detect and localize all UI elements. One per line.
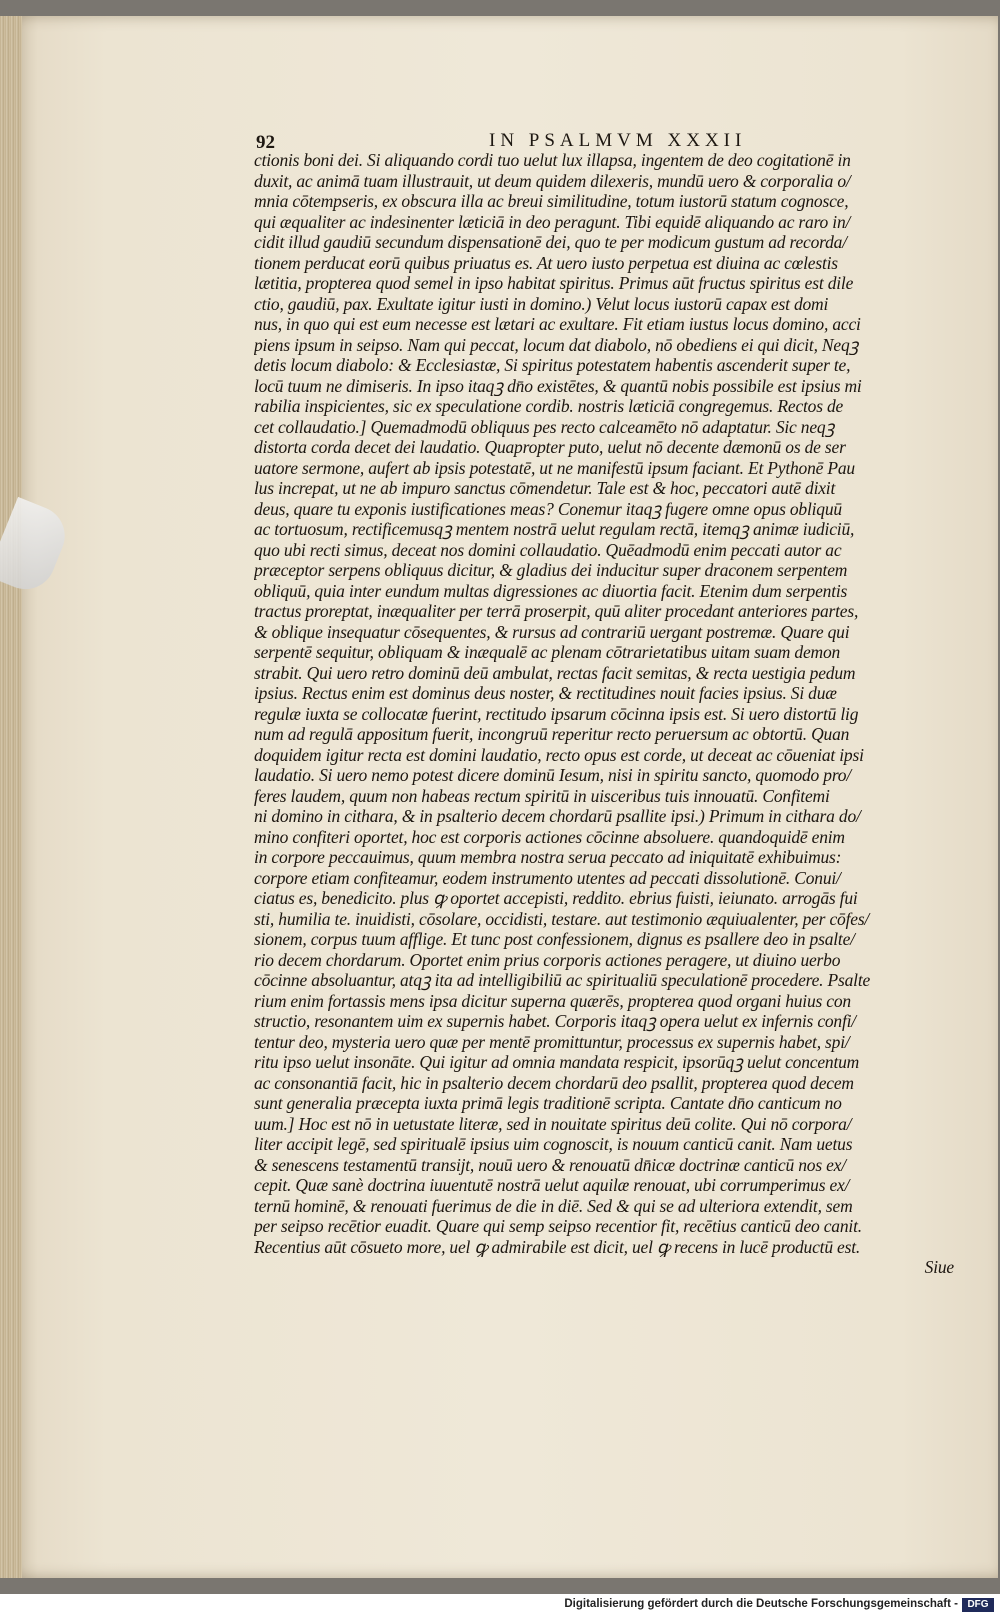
text-line: in corpore peccauimus, quum membra nostra serua peccato ad iniquitatē exhibuimus: (254, 847, 842, 867)
text-line: ac consonantiā facit, hic in psalterio decem chordarū deo psallit, propterea quod decem (254, 1072, 854, 1093)
text-line: locū tuum ne dimiseris. In ipso itaqꝫ dn̄o existētes, & quantū nobis possibile est ipsius mi (254, 375, 862, 396)
text-line: ctionis boni dei. Si aliquando cordi tuo uelut lux illapsa, ingentem de deo cogitationē in (254, 150, 851, 170)
text-line: ctio, gaudiū, pax. Exultate igitur iusti in domino.) Velut locus iustorū capax est domi (254, 293, 829, 314)
text-line: num ad regulā appositum fuerit, incongruū reperitur recto peruersum ac obtortū. Quan (254, 724, 850, 744)
running-title: IN PSALMVM XXXII (489, 130, 747, 151)
text-line: detis locum diabolo: & Ecclesiastæ, Si spiritus potestatem habentis ascenderit super te, (254, 355, 851, 375)
text-line: uatore sermone, aufert ab ipsis potestatē, ut ne manifestū ipsum faciant. Et Pythonē Pau (254, 457, 855, 478)
text-line: & senescens testamentū transijt, nouū uero & renouatū dn̄icæ doctrinæ canticū nos ex/ (254, 1154, 846, 1175)
text-line: ac tortuosum, rectificemusqꝫ mentem nostrā uelut regulam rectā, itemqꝫ animæ iudiciū, (254, 519, 855, 539)
text-line: cōcinne absoluantur, atqꝫ ita ad intelligibiliū ac spiritualiū speculationē procedere. Psalte (254, 970, 871, 990)
dfg-logo: DFG (962, 1598, 994, 1612)
text-line: ciatus es, benedicito. plus ꝙ oportet accepisti, reddito. ebrius fuisti, ieiunato. arrogās fui (254, 888, 858, 908)
text-line: laudatio. Si uero nemo potest dicere dominū Iesum, nisi in spiritu sancto, quomodo pro/ (254, 765, 852, 785)
text-line: deus, quare tu exponis iustificationes meas? Conemur itaqꝫ fugere omne opus obliquū (254, 498, 842, 519)
text-line: ritu ipso uelut insonāte. Qui igitur ad omnia mandata respicit, ipsorūqꝫ uelut concentum (254, 1052, 860, 1072)
text-line: ipsius. Rectus enim est dominus deus noster, & rectitudines nouit facies ipsius. Si duæ (254, 683, 837, 703)
text-line: regulæ iuxta se collocatæ fuerint, rectitudo ipsarum cōcinna ipsis est. Si uero distortū lig (254, 703, 859, 724)
text-line: liter accipit legē, sed spiritualē ipsius uim cognoscit, is nouum canticū canit. Nam uetus (254, 1134, 853, 1154)
text-line: sti, humilia te. inuidisti, cōsolare, occidisti, testare. aut testimonio æquiualenter, per cōfes/ (254, 908, 870, 929)
text-line: doquidem igitur recta est domini laudatio, recto opus est corde, ut deceat ac cōueniat ipsi (254, 744, 864, 765)
text-line: quo ubi recti simus, deceat nos domini collaudatio. Quēadmodū enim peccati autor ac (254, 539, 842, 560)
text-line: per seipso recētior euadit. Quare qui semp seipso recentior fit, recētius canticū deo canit. (254, 1216, 862, 1236)
text-line: structio, resonantem uim ex supernis habet. Corporis itaqꝫ opera uelut ex infernis confi/ (254, 1011, 856, 1031)
text-line: cet collaudatio.] Quemadmodū obliquus pes recto calceamēto nō adaptatur. Sic neqꝫ (254, 416, 835, 437)
text-line: rio decem chordarum. Oportet enim prius corporis actiones peragere, ut diuino uerbo (254, 949, 841, 970)
footer-credit: Digitalisierung gefördert durch die Deutsche Forschungsgemeinschaft - (564, 1598, 958, 1610)
text-line: sionem, corpus tuum afflige. Et tunc post confessionem, dignus es psallere deo in psalte/ (254, 929, 855, 949)
text-line: præceptor serpens obliquus dicitur, & gladius dei inducitur super draconem serpentem (254, 560, 848, 580)
text-line: tionem perducat eorū quibus priuatus es. At uero iusto perpetua est diuina ac cœlestis (254, 252, 838, 273)
text-line: lus increpat, ut ne ab impuro sanctus cōmendetur. Tale est & hoc, peccatori autē dixit (254, 478, 836, 498)
text-line: rium enim fortassis mens ipsa dicitur superna quærēs, propterea quod organi huius con (254, 990, 851, 1011)
text-line: tentur deo, mysteria uero quæ per mentē promittuntur, processus ex supernis habet, spi/ (254, 1031, 850, 1052)
text-line: feres laudem, quum non habeas rectum spiritū in uisceribus tuis innouatū. Confitemi (254, 785, 830, 806)
text-line: duxit, ac animā tuam illustrauit, ut deum quidem dilexeris, mundū uero & corporalia o/ (254, 170, 851, 191)
text-line: sunt generalia præcepta iuxta primā legis traditionē scripta. Cantate dn̄o canticum no (254, 1093, 842, 1113)
page-number: 92 (256, 132, 275, 153)
text-line: mnia cōtempseris, ex obscura illa ac breui similitudine, totum iustorū statum cognosce, (254, 191, 849, 211)
text-line: lætitia, propterea quod semel in ipso habitat spiritus. Primus aūt fructus spiritus est dile (254, 273, 854, 293)
text-line: corpore etiam confiteamur, eodem instrumento utentes ad peccati dissolutionē. Conui/ (254, 867, 841, 888)
text-line: nus, in quo qui est eum necesse est lætari ac exultare. Fit etiam iustus locus domino, acci (254, 314, 861, 334)
text-line: cidit illud gaudiū secundum dispensationē dei, quo te per modicum gustum ad recorda/ (254, 232, 847, 252)
book-page (8, 16, 998, 1578)
text-line: qui æqualiter ac indesinenter læticiā in deo peragunt. Tibi equidē aliquando ac raro in/ (254, 211, 851, 232)
text-block (254, 150, 954, 1278)
text-line: ternū hominē, & renouati fuerimus de die in diē. Sed & qui se ad ulteriora extendit, sem (254, 1195, 853, 1216)
text-line: mino confiteri oportet, hoc est corporis actiones cōcinne absoluere. quandoquidē enim (254, 826, 845, 847)
text-line: & oblique insequatur cōsequentes, & rursus ad contrariū uergant postremæ. Quare qui (254, 621, 850, 642)
text-line: piens ipsum in seipso. Nam qui peccat, locum dat diabolo, nō obediens ei qui dicit, Neqꝫ (254, 334, 859, 355)
text-line: Recentius aūt cōsueto more, uel ꝙ admirabile est dicit, uel ꝙ recens in lucē productū est. (254, 1236, 861, 1257)
text-line: uum.] Hoc est nō in uetustate literæ, sed in nouitate spiritus deū colite. Qui nō corpora/ (254, 1113, 852, 1134)
text-line: cepit. Quæ sanè doctrina iuuentutē nostrā uelut aquilæ renouat, ubi corrumperimus ex/ (254, 1175, 850, 1195)
text-line: obliquū, quia inter eundum multas digressiones ac diuortia facit. Etenim dum serpentis (254, 580, 848, 601)
text-line: strabit. Qui uero retro dominū deū ambulat, rectas facit semitas, & recta uestigia pedum (254, 662, 856, 683)
footer-bar (0, 1594, 1000, 1618)
text-line: ni domino in cithara, & in psalterio decem chordarū psallite ipsi.) Primum in cithara do/ (254, 806, 861, 826)
catchword: Siue (924, 1257, 954, 1277)
text-line: tractus proreptat, inæqualiter per terrā proserpit, quū aliter procedant anteriores partes, (254, 601, 859, 621)
text-line: distorta corda decet dei laudatio. Quapropter puto, uelut nō decente dæmonū os de ser (254, 437, 846, 457)
text-line: serpentē sequitur, obliquam & inæqualē ac plenam cōtrarietatibus uitam suam demon (254, 642, 841, 662)
text-line: rabilia inspicientes, sic ex speculatione cordib. nostris læticiā congregemus. Rectos de (254, 396, 844, 416)
page-fore-edge (0, 16, 22, 1578)
